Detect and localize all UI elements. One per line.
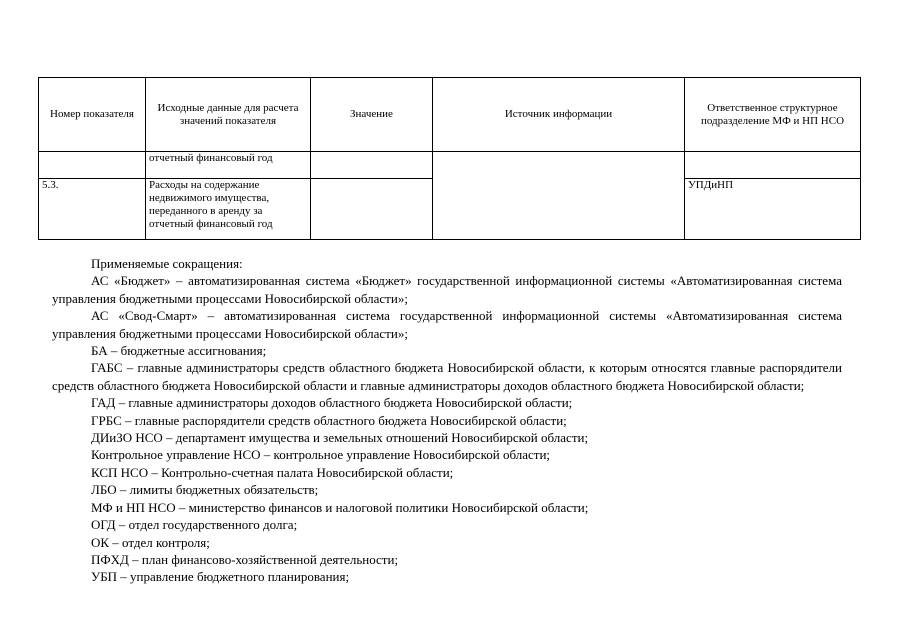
abbreviation-item: ГАБС – главные администраторы средств областного бюджета Новосибирской области, к которым относятся главные распорядители средств областного бюджета Новосибирской области и главные администраторы доходов областного бюджета Новосибирской области; <box>52 360 842 393</box>
table-header-row <box>39 78 861 152</box>
header-value: Значение <box>311 78 433 152</box>
header-number: Номер показателя <box>39 78 146 152</box>
abbreviation-item: УБП – управление бюджетного планирования; <box>91 569 350 585</box>
abbreviations-heading: Применяемые сокращения: <box>91 256 243 271</box>
cell-number: 5.3. <box>39 179 146 240</box>
cell-source-merged <box>433 152 685 240</box>
cell-responsible <box>685 152 861 179</box>
cell-initial-data: отчетный финансовый год <box>146 152 311 179</box>
header-initial-data: Исходные данные для расчета значений показателя <box>146 78 311 152</box>
abbreviation-item: ГРБС – главные распорядители средств областного бюджета Новосибирской области; <box>91 412 567 428</box>
abbreviation-item: ГАД – главные администраторы доходов областного бюджета Новосибирской области; <box>91 395 573 411</box>
abbreviation-item: ДИиЗО НСО – департамент имущества и земельных отношений Новосибирской области; <box>91 430 589 446</box>
cell-value <box>311 152 433 179</box>
cell-number <box>39 152 146 179</box>
header-source: Источник информации <box>433 78 685 152</box>
abbreviation-item: БА – бюджетные ассигнования; <box>91 343 267 359</box>
cell-initial-data: Расходы на содержание недвижимого имущества, переданного в аренду за отчетный финансовый год <box>146 179 311 240</box>
abbreviation-item: ЛБО – лимиты бюджетных обязательств; <box>91 482 319 498</box>
abbreviation-item: КСП НСО – Контрольно-счетная палата Новосибирской области; <box>91 464 454 480</box>
header-responsible: Ответственное структурное подразделение МФ и НП НСО <box>685 78 861 152</box>
abbreviations-section <box>52 255 842 586</box>
cell-value <box>311 179 433 240</box>
indicators-table <box>38 77 861 240</box>
cell-responsible: УПДиНП <box>685 179 861 240</box>
abbreviation-item: Контрольное управление НСО – контрольное управление Новосибирской области; <box>91 447 551 463</box>
table-row <box>39 152 861 179</box>
abbreviation-item: АС «Свод-Смарт» – автоматизированная система государственной информационной системы «Автоматизированная система управления бюджетными процессами Новосибирской области»; <box>52 308 842 341</box>
abbreviation-item: АС «Бюджет» – автоматизированная система «Бюджет» государственной информационной системы «Автоматизированная система управления бюджетными процессами Новосибирской области»; <box>52 273 842 306</box>
abbreviation-item: МФ и НП НСО – министерство финансов и налоговой политики Новосибирской области; <box>91 499 589 515</box>
abbreviation-item: ОГД – отдел государственного долга; <box>91 517 298 533</box>
abbreviation-item: ПФХД – план финансово-хозяйственной деятельности; <box>91 551 399 567</box>
abbreviation-item: ОК – отдел контроля; <box>91 534 210 550</box>
